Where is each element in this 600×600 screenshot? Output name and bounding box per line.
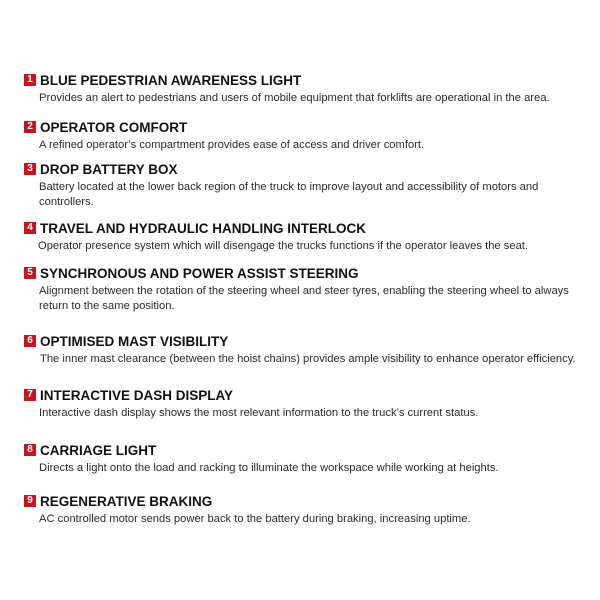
feature-description: The inner mast clearance (between the hoist chains) provides ample visibility to enhance operator efficiency. [40,353,576,365]
feature-number-badge: 3 [24,163,36,175]
feature-item-travel-hydraulic-interlock [24,220,594,254]
feature-number-badge: 9 [24,495,36,507]
feature-heading [24,442,594,458]
feature-number-badge: 1 [24,74,36,86]
feature-number-badge: 6 [24,335,36,347]
feature-description: Alignment between the rotation of the steering wheel and steer tyres, enabling the steering wheel to always return to the same position. [39,285,569,312]
feature-title: OPTIMISED MAST VISIBILITY [40,333,229,349]
feature-title: TRAVEL AND HYDRAULIC HANDLING INTERLOCK [40,220,366,236]
feature-title: SYNCHRONOUS AND POWER ASSIST STEERING [40,265,359,281]
feature-item-synchronous-power-steering [24,265,594,314]
feature-number-badge: 5 [24,267,36,279]
feature-number-badge: 4 [24,222,36,234]
feature-description: Operator presence system which will disengage the trucks functions if the operator leaves the seat. [38,240,529,252]
feature-item-carriage-light [24,442,594,476]
feature-description: Directs a light onto the load and racking to illuminate the workspace while working at heights. [39,462,499,474]
feature-number-badge: 7 [24,389,36,401]
feature-title: DROP BATTERY BOX [40,161,178,177]
feature-heading [24,493,594,509]
feature-item-blue-pedestrian-awareness-light [24,72,594,106]
feature-description: A refined operator’s compartment provides ease of access and driver comfort. [39,139,425,151]
feature-title: OPERATOR COMFORT [40,119,188,135]
feature-title: REGENERATIVE BRAKING [40,493,213,509]
feature-heading [24,220,594,236]
feature-item-regenerative-braking [24,493,594,527]
feature-description: Provides an alert to pedestrians and users of mobile equipment that forklifts are operational in the area. [39,92,550,104]
feature-title: BLUE PEDESTRIAN AWARENESS LIGHT [40,72,302,88]
feature-heading [24,333,594,349]
feature-number-badge: 8 [24,444,36,456]
feature-heading [24,119,594,135]
feature-heading [24,387,594,403]
feature-title: CARRIAGE LIGHT [40,442,157,458]
feature-item-drop-battery-box [24,161,594,210]
feature-description: Interactive dash display shows the most relevant information to the truck’s current status. [39,407,479,419]
feature-description: AC controlled motor sends power back to the battery during braking, increasing uptime. [39,513,471,525]
feature-description: Battery located at the lower back region of the truck to improve layout and accessibility of motors and controllers. [39,181,539,208]
feature-item-interactive-dash-display [24,387,594,421]
feature-title: INTERACTIVE DASH DISPLAY [40,387,234,403]
feature-heading [24,161,594,177]
feature-item-operator-comfort [24,119,594,153]
feature-heading [24,265,594,281]
feature-heading [24,72,594,88]
feature-item-optimised-mast-visibility [24,333,594,367]
feature-number-badge: 2 [24,121,36,133]
